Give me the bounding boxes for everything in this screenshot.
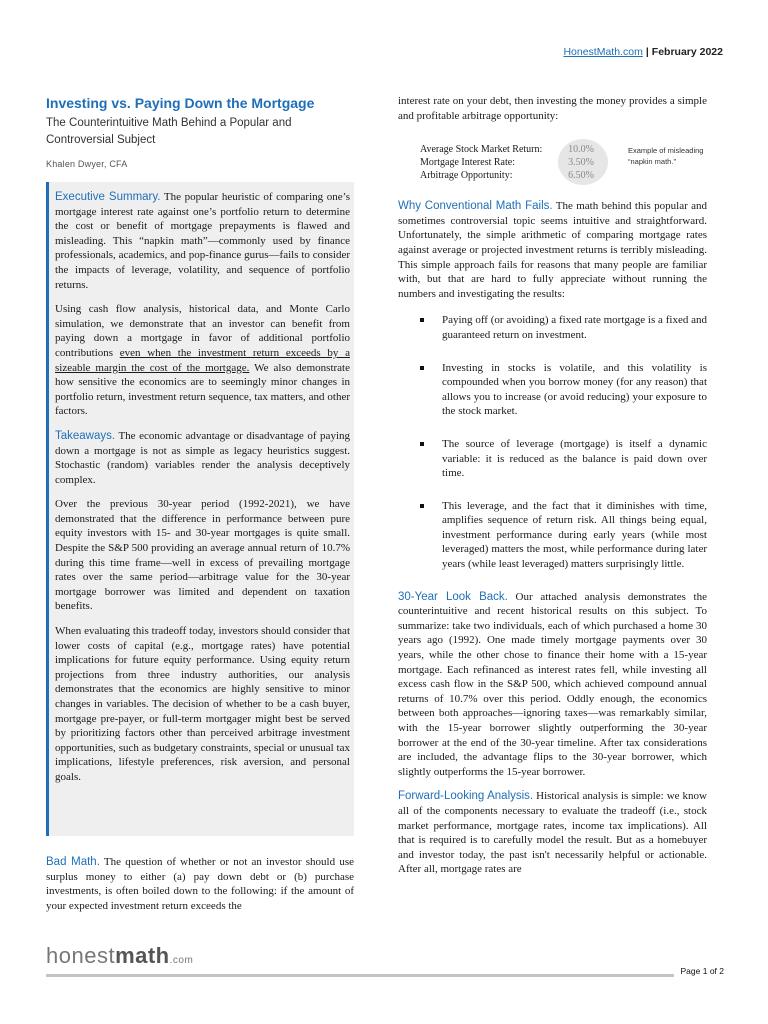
left-column-header bbox=[46, 95, 354, 169]
list-item: The source of leverage (mortgage) is itself a dynamic variable: it is reduced as the balance is paid down over time. bbox=[398, 437, 707, 481]
site-link[interactable]: HonestMath.com bbox=[563, 46, 643, 58]
bullet-icon bbox=[420, 318, 424, 322]
footer-divider bbox=[46, 974, 674, 977]
list-item: Investing in stocks is volatile, and this volatility is compounded when you borrow money (for any reason) that allows you to increase (or avoid reducing) your exposure to the stock market. bbox=[398, 361, 707, 419]
header-date: February 2022 bbox=[651, 46, 723, 58]
bullet-icon bbox=[420, 442, 424, 446]
reasons-list bbox=[398, 313, 707, 571]
summary-paragraph: Over the previous 30-year period (1992-2021), we have demonstrated that the difference in performance between pure equity investors with 15- and 30-year mortgages is quite small. Despite the S&P 500 providing an average annual return of 10.7% during this time frame—well in excess of prevailing mortgage rates over the same period—arbitrage value for the 30-year mortgage borrower was limited and dependent on taxation benefits. bbox=[55, 498, 350, 613]
bullet-icon bbox=[420, 366, 424, 370]
summary-paragraph: Executive Summary. The popular heuristic of comparing one’s mortgage interest rate against one’s portfolio return to determine the cost or benefit of mortgage prepayments is flawed and misleading. This “napkin math”—commonly used by finance professionals, academics, and pop-finance gurus—fails to consider the impacts of leverage, volatility, and sequence of portfolio returns. bbox=[55, 191, 350, 291]
continued-paragraph: interest rate on your debt, then investing the money provides a simple and profitable arbitrage opportunity: bbox=[398, 95, 707, 122]
article-subtitle: The Counterintuitive Math Behind a Popular and Controversial Subject bbox=[46, 117, 292, 146]
executive-summary-heading: Executive Summary. bbox=[55, 191, 161, 203]
header-separator: | bbox=[645, 46, 649, 58]
bad-math-section: Bad Math. The question of whether or not an investor should use surplus money to either (a) pay down debt or (b) purchase investments, is often boiled down to the following: if the amount of your expected investment return exceeds the bbox=[46, 856, 355, 912]
takeaways-heading: Takeaways. bbox=[55, 429, 116, 442]
list-item: This leverage, and the fact that it diminishes with time, amplifies sequence of return risk. All things being equal, investment performance during early years (while most leveraged) matters the most, while performance during later years (while least leveraged) matters surprisingly little. bbox=[398, 499, 707, 572]
honestmath-logo: honestmath.com bbox=[46, 943, 194, 968]
summary-paragraph: When evaluating this tradeoff today, investors should consider that lower costs of capital (e.g., mortgage rates) have potential implications for future equity performance. Using equity return projections from three industry authorities, our analysis demonstrates that the economics are highly sensitive to minor changes in variables. The decision of whether to be a cash buyer, mortgage pre-payer, or full-term mortgager might best be served by prioritizing factors other than perceived arbitrage investment opportunities, such as budgetary constraints, special or unusual tax implications, lifestyle preferences, risk aversion, and personal goals. bbox=[55, 625, 350, 783]
napkin-math-note: Example of misleading “napkin math.” bbox=[628, 146, 704, 166]
arbitrage-row: Average Stock Market Return: 10.0% bbox=[420, 144, 594, 156]
arbitrage-row: Mortgage Interest Rate: 3.50% bbox=[420, 157, 594, 169]
why-fails-heading: Why Conventional Math Fails. bbox=[398, 200, 553, 213]
article-title: Investing vs. Paying Down the Mortgage bbox=[46, 95, 315, 111]
forward-looking-heading: Forward-Looking Analysis. bbox=[398, 790, 534, 803]
executive-summary-box bbox=[46, 182, 354, 836]
right-column bbox=[398, 94, 707, 887]
summary-paragraph: Using cash flow analysis, historical data, and Monte Carlo simulation, we demonstrate that an investor can benefit from paying down a mortgage in favor of additional portfolio contributions even when the investment return exceeds by a sizeable margin the cost of the mortgage. We also demonstrate how sensitive the economics are to seemingly minor changes in portfolio return, investment return sequence, tax matters, and other factors. bbox=[55, 303, 350, 418]
article-author: Khalen Dwyer, CFA bbox=[46, 159, 128, 169]
list-item: Paying off (or avoiding) a fixed rate mortgage is a fixed and guaranteed return on investment. bbox=[398, 313, 707, 342]
look-back-paragraph: 30-Year Look Back. Our attached analysis demonstrates the counterintuitive and recent historical results on this subject. To summarize: take two individuals, each of which purchased a home 30 years ago (1992). One made timely mortgage payments over 30 years, while the other chose to finance their home with a 15-year mortgage. Each refinanced as interest rates fell, while investing all excess cash flow in the S&P 500, which achieved compound annual returns of 10.7% over this period. Oddly enough, the economics between both approaches—ignoring taxes—was remarkably similar, with the 15-year borrower slightly outperforming the 30-year borrower at the end of the 30-year timeline. After tax considerations are included, the advantage flips to the 30-year borrower, which slightly outperforms the 15-year borrower. bbox=[398, 590, 707, 778]
why-fails-section: Why Conventional Math Fails. The math behind this popular and sometimes controversial topic seems intuitive and straightforward. Unfortunately, the simple arithmetic of comparing mortgage rates against average or projected investment returns is terribly misleading. This simple approach fails for reasons that many people are familiar with, but that are hard to fully appreciate without running the numbers and investigating the results: Paying off (or avoiding) a fixed rate mortgage is a fixed and guaranteed return on investment. Investing in stocks is volatile, and this volatility is compounded when you borrow money (for any reason) that allows you to increase (or avoid reducing) your exposure to the stock market. The source of leverage (mortgage) is itself a dynamic variable: it is reduced as the balance is paid down over time. This leverage, and the fact that it diminishes with time, amplifies sequence of return risk. All things being equal, investment performance during early years (while most leveraged) matters the most, while performance during later years (while least leveraged) matters surprisingly little. bbox=[398, 200, 707, 571]
bullet-icon bbox=[420, 504, 424, 508]
arbitrage-row: Arbitrage Opportunity: 6.50% bbox=[420, 170, 594, 182]
page-number: Page 1 of 2 bbox=[680, 966, 724, 976]
takeaways-paragraph: Takeaways. The economic advantage or disadvantage of paying down a mortgage is not as simple as legacy heuristics suggest. Stochastic (random) variables render the analysis deceptively complex. bbox=[55, 429, 350, 486]
forward-looking-paragraph: Forward-Looking Analysis. Historical analysis is simple: we know all of the components necessary to evaluate the tradeoff (i.e., stock market performance, mortgage rates, income tax implications). All that is required is to carefully model the result. But as a homebuyer and investor today, the past isn't necessarily helpful or actionable. After all, mortgage rates are bbox=[398, 790, 708, 876]
page-header bbox=[563, 46, 723, 58]
napkin-math-example bbox=[420, 143, 707, 183]
bad-math-heading: Bad Math. bbox=[46, 856, 100, 868]
look-back-heading: 30-Year Look Back. bbox=[398, 590, 508, 603]
